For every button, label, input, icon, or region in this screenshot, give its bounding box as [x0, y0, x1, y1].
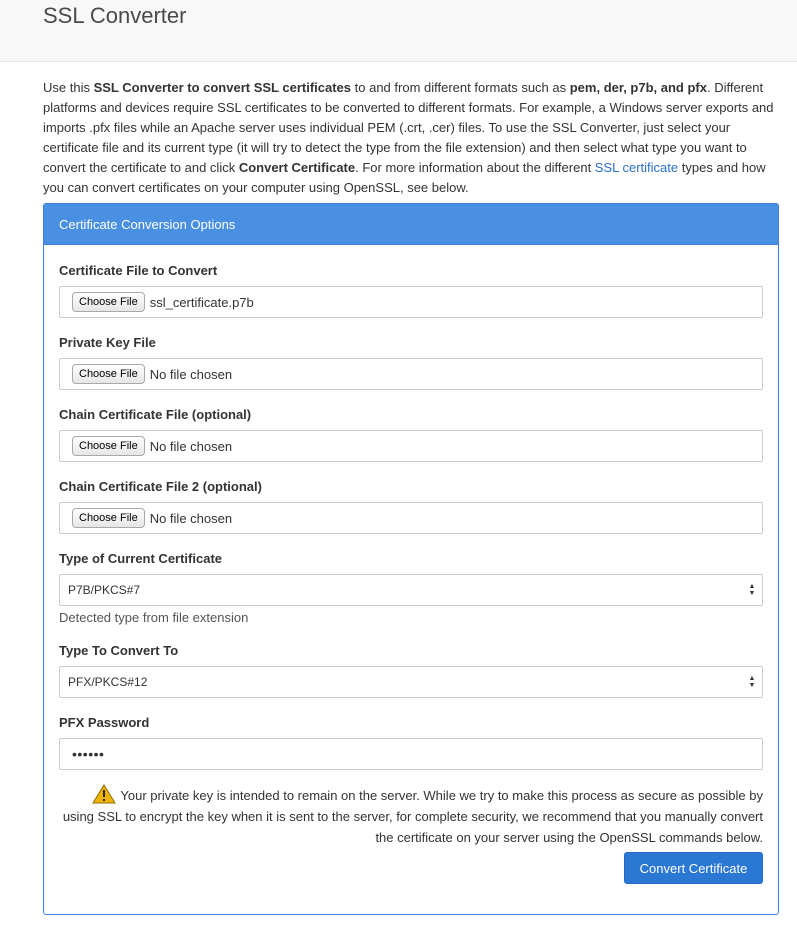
current-type-group — [59, 550, 763, 625]
password-value: •••••• — [72, 746, 105, 762]
key-file-choose-button[interactable]: Choose File — [72, 364, 145, 384]
chain-file-choose-button[interactable]: Choose File — [72, 436, 145, 456]
select-arrows-icon: ▲ ▼ — [748, 675, 756, 689]
security-warning — [59, 784, 763, 848]
key-file-input[interactable] — [59, 358, 763, 390]
password-input[interactable] — [59, 738, 763, 770]
current-type-help: Detected type from file extension — [59, 610, 249, 625]
cert-file-choose-button[interactable]: Choose File — [72, 292, 145, 312]
convert-to-select[interactable] — [59, 666, 763, 698]
current-type-value: P7B/PKCS#7 — [68, 583, 141, 597]
password-group — [59, 714, 763, 770]
select-arrows-icon: ▲ ▼ — [748, 583, 756, 597]
current-type-label: Type of Current Certificate — [59, 551, 223, 566]
ssl-certificate-link[interactable]: SSL certificate — [594, 160, 679, 175]
chain-file-group — [59, 406, 763, 462]
warning-text: Your private key is intended to remain on the server. While we try to make this process as secure as possible by using SSL to encrypt the key when it is sent to the server, for complete security, we recommend that you manually convert the certificate on your server using the OpenSSL commands below. — [62, 788, 763, 845]
cert-file-label: Certificate File to Convert — [59, 263, 218, 278]
chain-file2-name: No file chosen — [149, 510, 233, 526]
chain-file2-label: Chain Certificate File 2 (optional) — [59, 479, 262, 494]
page-header — [0, 0, 797, 62]
cert-file-group — [59, 262, 763, 318]
chain-file-name: No file chosen — [149, 438, 233, 454]
current-type-select[interactable] — [59, 574, 763, 606]
key-file-label: Private Key File — [59, 335, 156, 350]
key-file-group — [59, 334, 763, 390]
convert-to-label: Type To Convert To — [59, 643, 179, 658]
convert-to-group — [59, 642, 763, 698]
password-label: PFX Password — [59, 715, 150, 730]
cert-file-input[interactable] — [59, 286, 763, 318]
page-title: SSL Converter — [43, 3, 187, 28]
convert-certificate-button[interactable]: Convert Certificate — [624, 852, 763, 884]
intro-text: Use this SSL Converter to convert SSL certificates to and from different formats such as pem, der, p7b, and pfx. Different platforms and devices require SSL certificates to be converted to different formats. For example, a Windows server exports and imports .pfx files while an Apache server uses individual PEM (.crt, .cer) files. To use the SSL Converter, just select your certificate file and its current type (it will try to detect the type from the file extension) and then select what type you want to convert the certificate to and click Convert Certificate. For more information about the different SSL certificate types and how you can convert certificates on your computer using OpenSSL, see below. — [43, 80, 774, 195]
conversion-options-panel — [43, 203, 779, 915]
key-file-name: No file chosen — [149, 366, 233, 382]
chain-file2-choose-button[interactable]: Choose File — [72, 508, 145, 528]
cert-file-name: ssl_certificate.p7b — [149, 294, 254, 310]
chain-file-input[interactable] — [59, 430, 763, 462]
warning-icon — [92, 784, 116, 804]
chain-file-label: Chain Certificate File (optional) — [59, 407, 252, 422]
panel-heading: Certificate Conversion Options — [44, 204, 778, 245]
chain-file2-input[interactable] — [59, 502, 763, 534]
convert-to-value: PFX/PKCS#12 — [68, 675, 148, 689]
chain-file2-group — [59, 478, 763, 534]
